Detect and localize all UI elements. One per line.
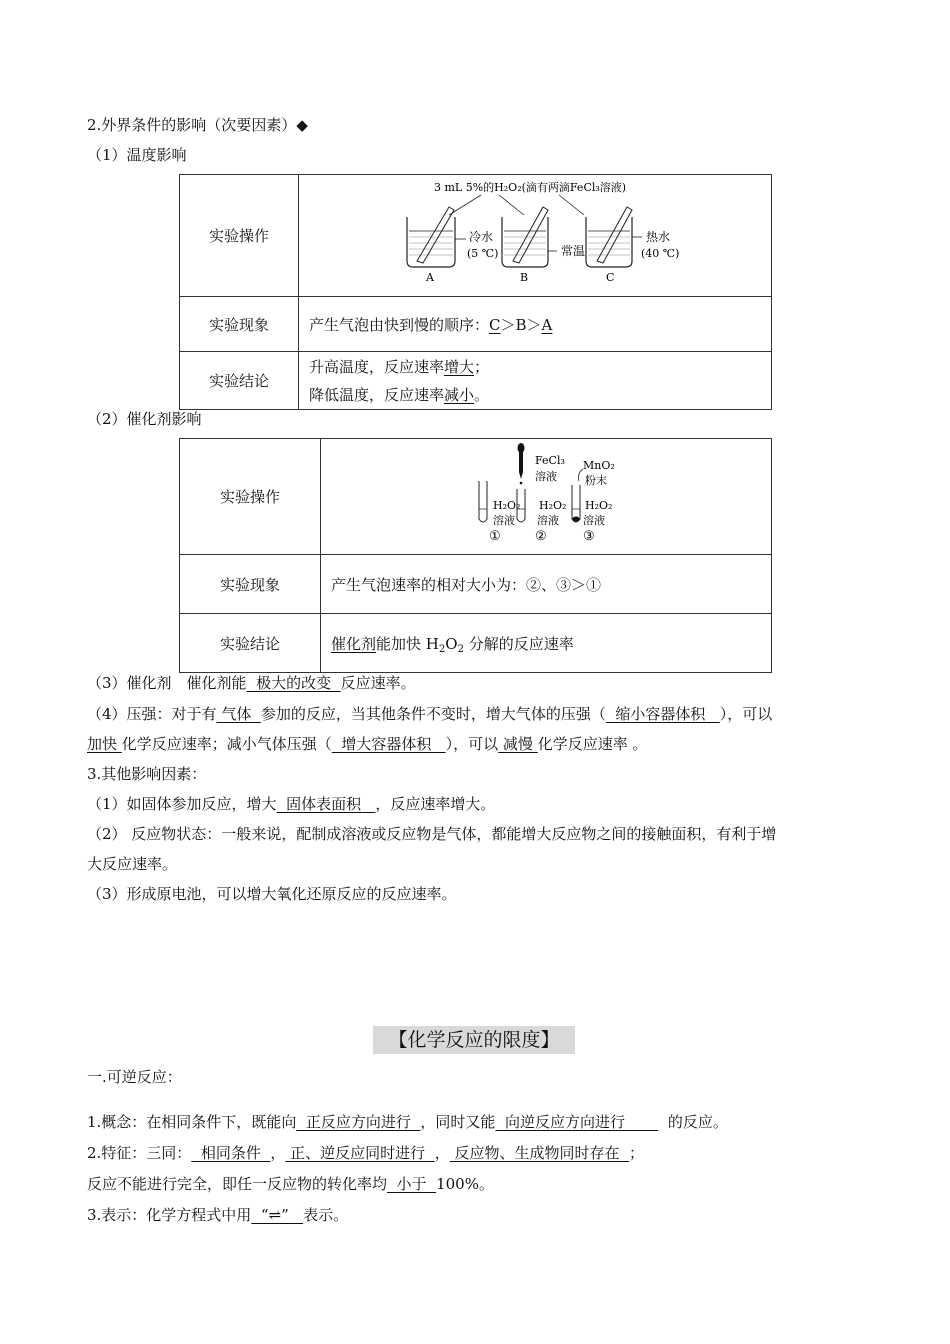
feature-answer-2: 正、逆反应同时进行 (285, 1144, 435, 1162)
cat-concl-o: O (445, 634, 458, 653)
section-heading-other-factors: 3.其他影响因素： (87, 765, 207, 783)
room-temp-label: 常温 (561, 244, 586, 258)
temp-concl-content (299, 352, 772, 410)
concept-prefix: 1.概念：在相同条件下，既能向 (87, 1113, 297, 1131)
representation-line (87, 1204, 348, 1226)
cold-water-temp: (5 ℃) (467, 247, 499, 260)
item-pressure-line1 (87, 703, 772, 725)
cat-concl-label: 实验结论 (180, 614, 321, 673)
temp-concl1-answer: 增大 (444, 357, 475, 376)
conversion-prefix: 反应不能进行完全，即任一反应物的转化率均 (87, 1175, 388, 1193)
subheading-temperature: （1）温度影响 (87, 146, 187, 164)
conversion-answer: 小于 (387, 1175, 437, 1193)
mno2-label: MnO₂ (583, 459, 615, 472)
temp-figure-caption: 3 mL 5%的H₂O₂(滴有两滴FeCl₃溶液) (434, 181, 627, 194)
cat-concl-sub2: 2 (457, 643, 464, 655)
temperature-experiment-table (179, 174, 772, 410)
item4-p3: ），可以 (719, 705, 773, 723)
temp-phen-answer-c: C (489, 315, 501, 334)
section-heading-external-factors: 2.外界条件的影响（次要因素）◆ (87, 116, 308, 134)
beaker-c-label: C (606, 271, 615, 284)
hot-water-label: 热水 (646, 230, 671, 244)
section-title-reaction-limit: 【化学反应的限度】 (373, 1026, 575, 1054)
tube2-h2o2-label: H₂O₂ (539, 499, 567, 512)
item-catalyst-line (87, 672, 416, 694)
cat-op-figure-cell (321, 439, 772, 555)
tube1-solution-label: 溶液 (493, 514, 515, 527)
fecl3-label: FeCl₃ (535, 454, 565, 467)
concept-suffix: 的反应。 (658, 1113, 728, 1131)
concept-mid: ，同时又能 (420, 1113, 496, 1131)
temp-phen-answer-a: A (541, 315, 553, 334)
beaker-c (586, 207, 642, 267)
temperature-beakers-figure (299, 175, 771, 292)
item4-p4: 化学反应速率；减小气体压强（ (121, 735, 332, 753)
cat-concl-sub1: 2 (438, 643, 446, 655)
concept-line (87, 1111, 728, 1133)
temp-phen-mid: ＞B＞ (500, 315, 542, 334)
cat-concl-suffix: 分解的反应速率 (463, 634, 574, 653)
other-factor-2-line1: （2） 反应物状态：一般来说，配制成溶液或反应物是气体，都能增大反应物之间的接触面积，有利于增 (87, 825, 777, 843)
other1-answer: 固体表面积 (276, 795, 376, 813)
temp-phen-label: 实验现象 (180, 297, 299, 352)
catalyst-experiment-table (179, 438, 772, 673)
other1-prefix: （1）如固体参加反应，增大 (87, 795, 277, 813)
temp-concl2-prefix: 降低温度，反应速率 (309, 385, 445, 404)
tube3-solution-label: 溶液 (583, 514, 605, 527)
feature-suffix: ； (629, 1144, 645, 1162)
item4-a4: 增大容器体积 (331, 735, 446, 753)
temp-concl2-suffix: 。 (474, 385, 490, 404)
hot-water-temp: (40 ℃) (641, 247, 680, 260)
item4-p1: （4）压强：对于有 (87, 705, 217, 723)
beaker-b-label: B (520, 271, 529, 284)
item4-a3: 加快 (87, 735, 122, 753)
item3-suffix: 反应速率。 (340, 674, 416, 692)
item4-p2: 参加的反应，当其他条件不变时，增大气体的压强（ (260, 705, 606, 723)
feature-sep-2: ， (434, 1144, 450, 1162)
feature-answer-1: 相同条件 (191, 1144, 271, 1162)
item-pressure-line2 (87, 733, 647, 755)
item4-a2: 缩小容器体积 (605, 705, 720, 723)
concept-answer-1: 正反应方向进行 (296, 1113, 421, 1131)
item4-p5: ），可以 (445, 735, 499, 753)
subheading-catalyst: （2）催化剂影响 (87, 410, 202, 428)
temp-concl-label: 实验结论 (180, 352, 299, 410)
cat-phen-label: 实验现象 (180, 555, 321, 614)
reversible-reaction-heading: 一.可逆反应： (87, 1068, 182, 1086)
temp-op-figure-cell (299, 175, 772, 297)
temp-concl2-answer: 减小 (444, 385, 475, 404)
temp-phen-content (299, 297, 772, 352)
item4-a5: 减慢 (498, 735, 538, 753)
repr-prefix: 3.表示：化学方程式中用 (87, 1206, 252, 1224)
temp-op-label: 实验操作 (180, 175, 299, 297)
temp-concl1-prefix: 升高温度，反应速率 (309, 357, 445, 376)
cat-concl-answer: 催化剂 (331, 634, 377, 653)
cat-op-label: 实验操作 (180, 439, 321, 555)
test-tube-3 (572, 469, 583, 522)
feature-line (87, 1142, 644, 1164)
other-factor-1 (87, 793, 495, 815)
repr-suffix: 表示。 (303, 1206, 349, 1224)
cat-phen-content: 产生气泡速率的相对大小为：②、③＞① (321, 555, 772, 614)
mno2-powder-label: 粉末 (585, 474, 607, 487)
other1-suffix: ，反应速率增大。 (375, 795, 496, 813)
feature-answer-3: 反应物、生成物同时存在 (449, 1144, 630, 1162)
repr-answer: “⇌” (251, 1206, 304, 1224)
beaker-b (502, 207, 557, 267)
beaker-a-label: A (426, 271, 434, 284)
item4-p6: 化学反应速率 。 (537, 735, 648, 753)
temp-phen-prefix: 产生气泡由快到慢的顺序： (309, 315, 490, 334)
test-tube-1 (479, 481, 487, 522)
item4-a1: 气体 (216, 705, 261, 723)
concept-answer-2: 向逆反应方向进行 (495, 1113, 659, 1131)
tube2-number: ② (535, 529, 547, 544)
cat-concl-content (321, 614, 772, 673)
feature-sep-1: ， (270, 1144, 286, 1162)
tube1-h2o2-label: H₂O₂ (493, 499, 521, 512)
temp-concl1-suffix: ； (474, 357, 490, 376)
cold-water-label: 冷水 (469, 230, 494, 244)
item3-answer: 极大的改变 (246, 674, 341, 692)
item3-prefix: （3）催化剂 催化剂能 (87, 674, 247, 692)
cat-concl-mid: 能加快 H (376, 634, 439, 653)
feature-prefix: 2.特征：三同： (87, 1144, 192, 1162)
fecl3-solution-label: 溶液 (535, 470, 557, 483)
tube3-h2o2-label: H₂O₂ (585, 499, 613, 512)
other-factor-3: （3）形成原电池，可以增大氧化还原反应的反应速率。 (87, 885, 457, 903)
tube3-number: ③ (583, 529, 595, 544)
conversion-line (87, 1173, 494, 1195)
dropper (518, 443, 525, 484)
tube1-number: ① (489, 529, 501, 544)
catalyst-test-tubes-figure (321, 439, 771, 550)
conversion-suffix: 100%。 (436, 1175, 494, 1193)
beaker-a (407, 207, 466, 267)
tube2-solution-label: 溶液 (537, 514, 559, 527)
other-factor-2-line2: 大反应速率。 (87, 855, 178, 873)
